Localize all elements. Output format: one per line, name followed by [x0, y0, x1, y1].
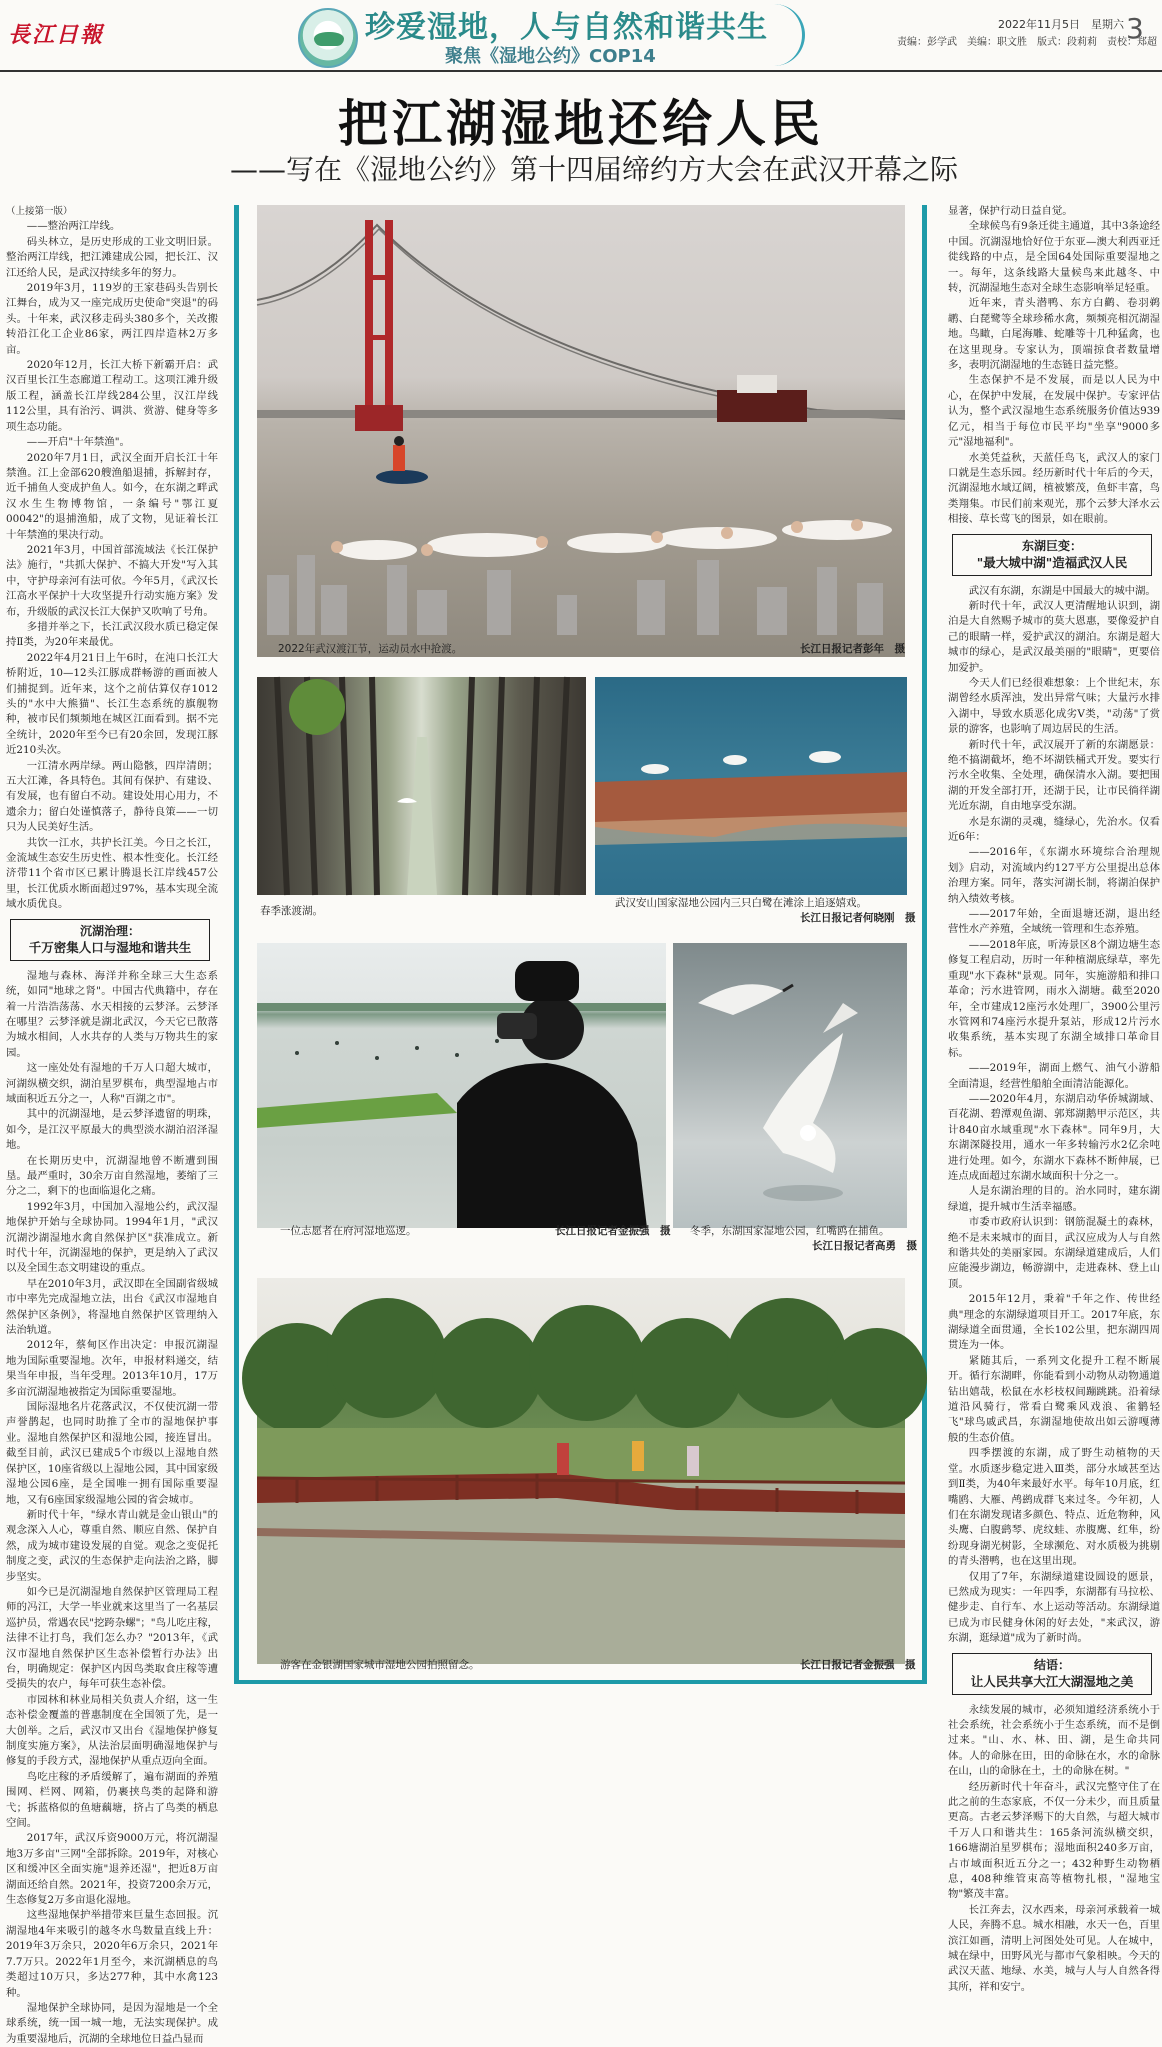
- topic-banner: 珍爱湿地，人与自然和谐共生: [365, 10, 768, 45]
- continued-note: （上接第一版）: [6, 206, 73, 217]
- paragraph: 如今已是沉湖湿地自然保护区管理局工程师的冯江，大学一毕业就来这里当了一名基层巡护员，常遇农民"挖跨杂螺"；"鸟儿吃庄稼，法律不让打鸟，我们怎么办？"2013年，《武汉市湿地自然保护区生态补偿暂行办法》出台，明确规定：保护区内因鸟类取食庄稼等遭受损失的农户，每年可获生态补偿。: [6, 1585, 218, 1691]
- photo-caption: 一位志愿者在府河湿地巡逻。: [280, 1225, 417, 1237]
- paragraph: 2015年12月，秉着"千年之作、传世经典"理念的东湖绿道项目开工。2017年底，东湖绿道全面贯通，全长102公里，把东湖四周贯连为一体。: [948, 1293, 1160, 1352]
- paragraph: 新时代十年，武汉展开了新的东湖愿景：绝不搞湖截坏，绝不坏湖铁桶式开发。要实行污水全收集、全处理，确保清水入湖。要把围湖的开发全部打开，还湖于民，让市民徜徉湖光近东湖，自由地享受东湖。: [948, 738, 1160, 813]
- photo-credit: 长江日报记者高勇 摄: [812, 1240, 917, 1252]
- paragraph: 鸟吃庄稼的矛盾缓解了，遍布湖面的养殖围网、栏网、网箱，仍裹挟鸟类的起降和游弋；拆蓝格似的鱼塘藕塘，挤占了鸟类的栖息空间。: [6, 1770, 218, 1830]
- section-heading-chenhu: [10, 919, 210, 961]
- paragraph: 2021年3月，中国首部流域法《长江保护法》施行，"共抓大保护、不搞大开发"写入其中，守护母亲河有法可依。今年5月，《武汉长江高水平保护十大攻坚提升行动实施方案》发布，升级版的武汉长江大保护又吹响了号角。: [6, 543, 218, 618]
- paragraph: 紧随其后，一系列文化提升工程不断展开。循行东湖畔，你能看到小动物从动物通道钻出嬉哉，松鼠在水杉枝权间蹦跳跳。沿着绿道沿风骑行，常看白鹭乘风戏浪、雀鹟轻飞"球鸟戚武昌，东湖湿地使故出如云游嘎薄般的生态价值。: [948, 1354, 1160, 1444]
- paragraph: 湿地与森林、海洋并称全球三大生态系统，如同"地球之肾"。中国古代典籍中，存在着一片浩浩荡荡、水天相接的云梦泽。云梦泽在哪里？云梦泽就是湖北武汉，今天它已散落为城水相间，人水共存的人类与万物共生的家园。: [6, 969, 218, 1059]
- left-text-column: [6, 204, 218, 2045]
- frame-right-bar: [922, 205, 927, 1683]
- paragraph: 四季摆渡的东湖，成了野生动植物的天堂。水质逐步稳定进入Ⅲ类，部分水域甚至达到Ⅱ类，为40年来最好水平。每年10月底，红嘴鸥、大雁、鸬鹚成群飞来过冬。今年初，人们在东湖发现诸多颜色、特点、近危物种，风头鹰、白腹鹞琴、虎纹蛙、赤腹鹰、红隼，纷纷现身湖光树影，全球濒危、对水质极为挑剔的青头潜鸭，也在这里出现。: [948, 1447, 1160, 1568]
- photo-boardwalk-park: [257, 1278, 905, 1664]
- right-paragraphs-b: [948, 584, 1160, 1647]
- paragraph: 水是东湖的灵魂，缝绿心，先治水。仅看近6年：: [948, 815, 1160, 844]
- section-title: "最大城中湖"造福武汉人民: [976, 554, 1128, 570]
- paragraph: ——2019年，湖面上燃气、油气小游船全面清退，经营性船舶全面清洁能源化。: [948, 1062, 1160, 1090]
- paragraph: 1992年3月，中国加入湿地公约，武汉湿地保护开始与全球协同。1994年1月，"武汉沉湖沙湖湿地水禽自然保护区"获准成立。新时代十年，沉湖湿地的保护，更是纳入了武汉以及全国生态文明建设的重点。: [6, 1200, 218, 1275]
- paragraph: 2020年12月，长江大桥下新霸开启：武汉百里长江生态廊道工程动工。这项江滩升级版工程，涵盖长江岸线284公里，汉江岸线112公里，具有治污、调洪、赏游、健身等多项生态功能。: [6, 359, 218, 433]
- paragraph: 2019年3月，119岁的王家巷码头告别长江舞台，成为又一座完成历史使命"突退"的码头。十年来，武汉移走码头380多个，关改搬转沿江化工企业86家，两江四岸造林2万多亩。: [6, 282, 218, 356]
- paragraph: 武汉有东湖，东湖是中国最大的城中湖。: [968, 584, 1156, 597]
- paragraph: 市委市政府认识到：钢筋混凝土的森林，绝不是未来城市的面目，武汉应成为人与自然和谐共处的美丽家园。东湖绿道建成后，人们应能漫步湖边，畅游湖中，走进森林、登上山顶。: [948, 1216, 1160, 1290]
- paragraph: 湿地保护全球协同，是因为湿地是一个全球系统，统一国一城一地，无法实现保护。成为重要湿地后，沉湖的全球地位日益凸显而: [6, 2001, 218, 2045]
- bridge-illustration: [257, 205, 905, 657]
- gull-illustration: [673, 943, 907, 1228]
- paragraph: 市园林和林业局相关负责人介绍，这一生态补偿金覆盖的普惠制度在全国领了先，是一大创举。之后，武汉市又出台《湿地保护修复制度实施方案》，从法治层面明确湿地保护与修复的手段方式，湿地保护从重点迈向全面。: [6, 1693, 218, 1768]
- article-headline: 把江湖湿地还给人民: [338, 95, 824, 153]
- paragraph: ——2018年底，听涛景区8个湖边塘生态修复工程启动，历时一年种植湖底绿草，率先重现"水下森林"景观。同年，实施游船和排口革命；污水进管网，雨水入湖塘。截至2020年，全市建成12座污水处理厂，3900公里污水管网和74座污水提升泵站，形成12片污水收集系统，基本实现了东湖全域排口革命目标。: [948, 938, 1160, 1059]
- editorial-staff: 责编：彭学武 美编：职文胜 版式：段莉莉 责校：郑超: [897, 37, 1157, 48]
- paragraph: 国际湿地名片花落武汉，不仅使沉湖一带声誉鹊起，也同时助推了全市的湿地保护事业。湿地自然保护区和湿地公园，接连冒出。截至目前，武汉已建成5个市级以上湿地自然保护区，10座省级以上湿地公园，其中国家级湿地公园6座，是全国唯一拥有国际重要湿地，又有6座国家级湿地公园的省会城市。: [6, 1401, 218, 1506]
- paragraph: ——2020年4月，东湖启动华侨城湖域、百花湖、碧潭观鱼湖、郭郑湖鹅甲示范区，共计840亩水域重现"水下森林"。同年9月，大东湖深隧投用，通水一年多转输污水2亿余吨进行处理。如今，东湖水下森林不断伸展，已连点成面超过东湖水域面积十分之一。: [948, 1092, 1160, 1182]
- photo-egrets: [595, 677, 907, 895]
- paragraph: 长江奔去，汉水西来，母亲河承载着一城人民，奔腾不息。城水相融，水天一色，百里滨江如画，清明上河图处处可见。人在城中，城在绿中，田野风光与都市气象相映。今天的武汉天蓝、地绿、水美，城与人与人自然各得其所，祥和安宁。: [948, 1903, 1160, 1993]
- section-title: 千万密集人口与湿地和谐共生: [28, 939, 192, 955]
- paragraph: ——开启"十年禁渔"。: [26, 436, 130, 449]
- photo-river-crossing: [257, 205, 905, 657]
- paragraph: 共饮一江水，共护长江美。今日之长江，金流域生态安生历史性、根本性变化。长江经济带11个省市区已累计腾退长江岸线457公里，长江优质水断面超过97%，基本实现全流域水质优良。: [6, 836, 218, 911]
- section-label: 沉湖治理：: [79, 923, 140, 938]
- header-rule: [0, 70, 1162, 72]
- paragraph: 2017年，武汉斥资9000万元，将沉湖湿地3万多亩"三网"全部拆除。2019年，对核心区和缓冲区全面实施"退养还湿"，把近8万亩湖面还给自然。2021年，投资7200余万元，生态修复2万多亩退化湿地。: [6, 1832, 218, 1907]
- paragraph: 一江清水两岸绿。两山隐骸，四岸清朗；五大江滩，各具特色。其间有保护、有建设、有发展，也有留白不动。建设处用心用力，不遗余力；留白处谨慎落子，静待良策——一切只为人民美好生活。: [6, 759, 218, 834]
- paragraph: 生态保护不是不发展，而是以人民为中心，在保护中发展，在发展中保护。专家评估认为，整个武汉湿地生态系统服务价值达939亿元，相当于每位市民平均"坐享"9000多元"湿地福利"。: [948, 374, 1160, 449]
- paragraph: 全球候鸟有9条迁徙主通道，其中3条途经中国。沉湖湿地恰好位于东亚—澳大利西亚迁徙线路的中点，是全国64处国际重要湿地之一。每年，这条线路大量候鸟来此越冬、中转，沉湖湿地生态对全球生态影响举足轻重。: [948, 220, 1160, 295]
- right-paragraphs-c: [948, 1703, 1160, 1996]
- photo-caption: 武汉安山国家湿地公园内三只白鹭在滩涂上追逐嬉戏。: [615, 897, 867, 909]
- right-paragraphs-a: [948, 204, 1160, 528]
- publication-date: 2022年11月5日 星期六: [998, 18, 1124, 31]
- paragraph: 今天人们已经很难想象：上个世纪末，东湖曾经水质浑浊，发出异常气味；大量污水排入湖中，导致水质恶化成劣Ⅴ类，"动荡"了赏景的游客，也影响了周边居民的生活。: [948, 676, 1160, 736]
- section-heading-conclusion: [952, 1653, 1152, 1695]
- newspaper-brand: 長江日報: [8, 22, 105, 48]
- photo-credit: 长江日报记者金振强 摄: [555, 1225, 671, 1237]
- paragraph: 经历新时代十年奋斗，武汉完整守住了在此之前的生态家底，不仅一分未少，而且质量更高。古老云梦泽赐下的大自然，与超大城市千万人口和谐共生：165条河流纵横交织，166塘湖泊星罗棋布；湿地面积240多万亩，占市域面积近五分之一；432种野生动物栖息，408种维管束高等植物扎根，"湿地宝物"繁茂丰富。: [948, 1780, 1160, 1901]
- paragraph: 新时代十年，"绿水青山就是金山银山"的观念深入人心，尊重自然、顺应自然、保护自然，成为城市建设发展的自觉。观念之变促托制度之变，武汉的生态保护走向法治之路，脚步坚实。: [6, 1508, 218, 1583]
- paragraph: 近年来，青头潜鸭、东方白鹳、卷羽鹈鹕、白琵鹭等全球珍稀水禽，频频亮相沉湖湿地。鸟瞰，白尾海雕、蛇雕等十几种猛禽，也在这里现身。专家认为，顶端掠食者数量增多，表明沉湖湿地的生态链日益完整。: [948, 297, 1160, 372]
- paragraph: 在长期历史中，沉湖湿地曾不断遭到围垦。最严重时，30余万亩自然湿地，萎缩了三分之二，剩下的也面临退化之痛。: [6, 1154, 218, 1198]
- paragraph: 这一座处处有湿地的千万人口超大城市，河湖纵横交织，湖泊星罗棋布，典型湿地占市域面积近五分之一，人称"百湖之市"。: [6, 1062, 218, 1105]
- paragraph: 仅用了7年，东湖绿道建设圆设的愿景，已然成为现实：一年四季，东湖都有马拉松、健步走、自行车、水上运动等活动。东湖绿道已成为市民健身休闲的好去处，"来武汉，游东湖，逛绿道"成为了新时尚。: [948, 1570, 1160, 1645]
- section-heading-donghu: [952, 534, 1152, 576]
- masthead: [0, 0, 1162, 70]
- paragraph: ——2017年始，全面退塘还湖，退出经营性水产养殖，全域统一管理和生态养殖。: [948, 908, 1160, 936]
- photo-caption: 游客在金银湖国家城市湿地公园拍照留念。: [280, 1659, 480, 1671]
- photo-credit: 长江日报记者彭年 摄: [800, 643, 905, 655]
- volunteer-illustration: [257, 943, 666, 1228]
- photo-volunteer-patrol: [257, 943, 666, 1228]
- paragraph: 水美凭益秋，天蓝任鸟飞，武汉人的家门口就是生态乐园。经历新时代十年后的今天，沉湖湿地水域辽阔，植被繁茂，鱼虾丰富，鸟类翔集。市民们前来观光，那个云梦大泽水云相接、草长莺飞的图景，如在眼前。: [948, 451, 1160, 526]
- right-text-column: [948, 204, 1160, 1993]
- photo-gulls-fishing: [673, 943, 907, 1228]
- paragraph: 码头林立，是历史形成的工业文明旧景。整治两江岸线，把江滩建成公园，把长江、汉江还给人民，是武汉持续多年的努力。: [6, 235, 218, 279]
- photo-spring-lake: [257, 677, 586, 895]
- egret-illustration: [595, 677, 907, 895]
- photo-caption: 冬季，东湖国家湿地公园，红嘴鸥在捕鱼。: [690, 1225, 890, 1237]
- paragraph: 2020年7月1日，武汉全面开启长江十年禁渔。江上金部620艘渔船退捕，拆解封存，近千捕鱼人变成护鱼人。如今，在东湖之畔武汉水生生物博物馆，一条编号"鄂江夏00042"的退捕渔船，成了文物，见证着长江十年禁渔的果决行动。: [6, 451, 218, 541]
- photo-caption: 2022年武汉渡江节，运动员水中抢渡。: [278, 643, 463, 655]
- left-paragraphs-b: [6, 969, 218, 2047]
- paragraph: 早在2010年3月，武汉即在全国副省级城市中率先完成湿地立法，出台《武汉市湿地自然保护区条例》，将湿地自然保护区管理纳入法治轨道。: [6, 1277, 218, 1337]
- paragraph: 2022年4月21日上午6时，在沌口长江大桥附近，10—12头江豚成群畅游的画面被人们捕捉到。近年来，这个之前估算仅存1012头的"水中大熊猫"、长江生态系统的旗舰物种，被市民们频频地在城区江面看到。据不完全统计，2020年至今已有20余回，发现江豚近210头次。: [6, 651, 218, 757]
- photo-caption: 春季涨渡湖。: [260, 905, 323, 917]
- park-illustration: [257, 1278, 905, 1664]
- paragraph: 新时代十年，武汉人更清醒地认识到，湖泊是大自然赐予城市的莫大恩惠，要像爱护自己的眼睛一样，爱护武汉的湖泊。东湖是超大城市的绿心，是武汉最美丽的"眼睛"，更要倍加爱护。: [948, 599, 1160, 674]
- frame-left-bar: [234, 205, 239, 1683]
- frame-bottom-bar: [234, 1680, 927, 1684]
- wetland-logo-icon: [298, 8, 358, 68]
- paragraph: 2012年，蔡甸区作出决定：申报沉湖湿地为国际重要湿地。次年，申报材料递交，结果当年申报，当年受理。2013年10月，17万多亩沉湖湿地被指定为国际重要湿地。: [6, 1339, 218, 1398]
- paragraph: ——2016年，《东湖水环境综合治理规划》启动，对流域内约127平方公里提出总体治理方案。同年，落实河湖长制，将湖泊保护纳入绩效考核。: [948, 846, 1160, 905]
- section-label: 结语：: [1033, 1657, 1070, 1672]
- page-number: 3: [1126, 12, 1144, 45]
- topic-subbanner: 聚焦《湿地公约》COP14: [445, 46, 656, 67]
- paragraph: 其中的沉湖湿地，是云梦泽遗留的明珠，如今，是江汉平原最大的典型淡水湖泊沼泽湿地。: [6, 1108, 218, 1152]
- photo-credit: 长江日报记者何晓刚 摄: [800, 912, 916, 924]
- left-paragraphs-a: [6, 219, 218, 912]
- paragraph: ——整治两江岸线。: [26, 220, 121, 233]
- forest-illustration: [257, 677, 586, 895]
- section-label: 东湖巨变：: [1021, 538, 1082, 553]
- paragraph: 人是东湖治理的目的。治水同时，建东湖绿道，提升城市生活幸福感。: [948, 1185, 1160, 1213]
- article-subheadline: ——写在《湿地公约》第十四届缔约方大会在武汉开幕之际: [230, 153, 959, 186]
- paragraph: 永续发展的城市，必须知道经济系统小于社会系统，社会系统小于生态系统，而不是倒过来。"山、水、林、田、湖，是生命共同体。人的命脉在田，田的命脉在水，水的命脉在山，山的命脉在土，土的命脉在树。": [948, 1703, 1160, 1778]
- paragraph: 显著，保护行动日益自觉。: [948, 205, 1073, 217]
- paragraph: 多措并举之下，长江武汉段水质已稳定保持Ⅱ类，为20年来最优。: [6, 620, 218, 649]
- section-title: 让人民共享大江大湖湿地之美: [970, 1673, 1134, 1689]
- photo-credit: 长江日报记者金振强 摄: [800, 1659, 916, 1671]
- paragraph: 这些湿地保护举措带来巨量生态回报。沉湖湿地4年来吸引的越冬水鸟数量直线上升：2019年3万余只，2020年6万余只，2021年7.7万只。2022年1月至今，来沉湖栖息的鸟类超过10万只，多达277种，其中水禽123种。: [6, 1909, 218, 1999]
